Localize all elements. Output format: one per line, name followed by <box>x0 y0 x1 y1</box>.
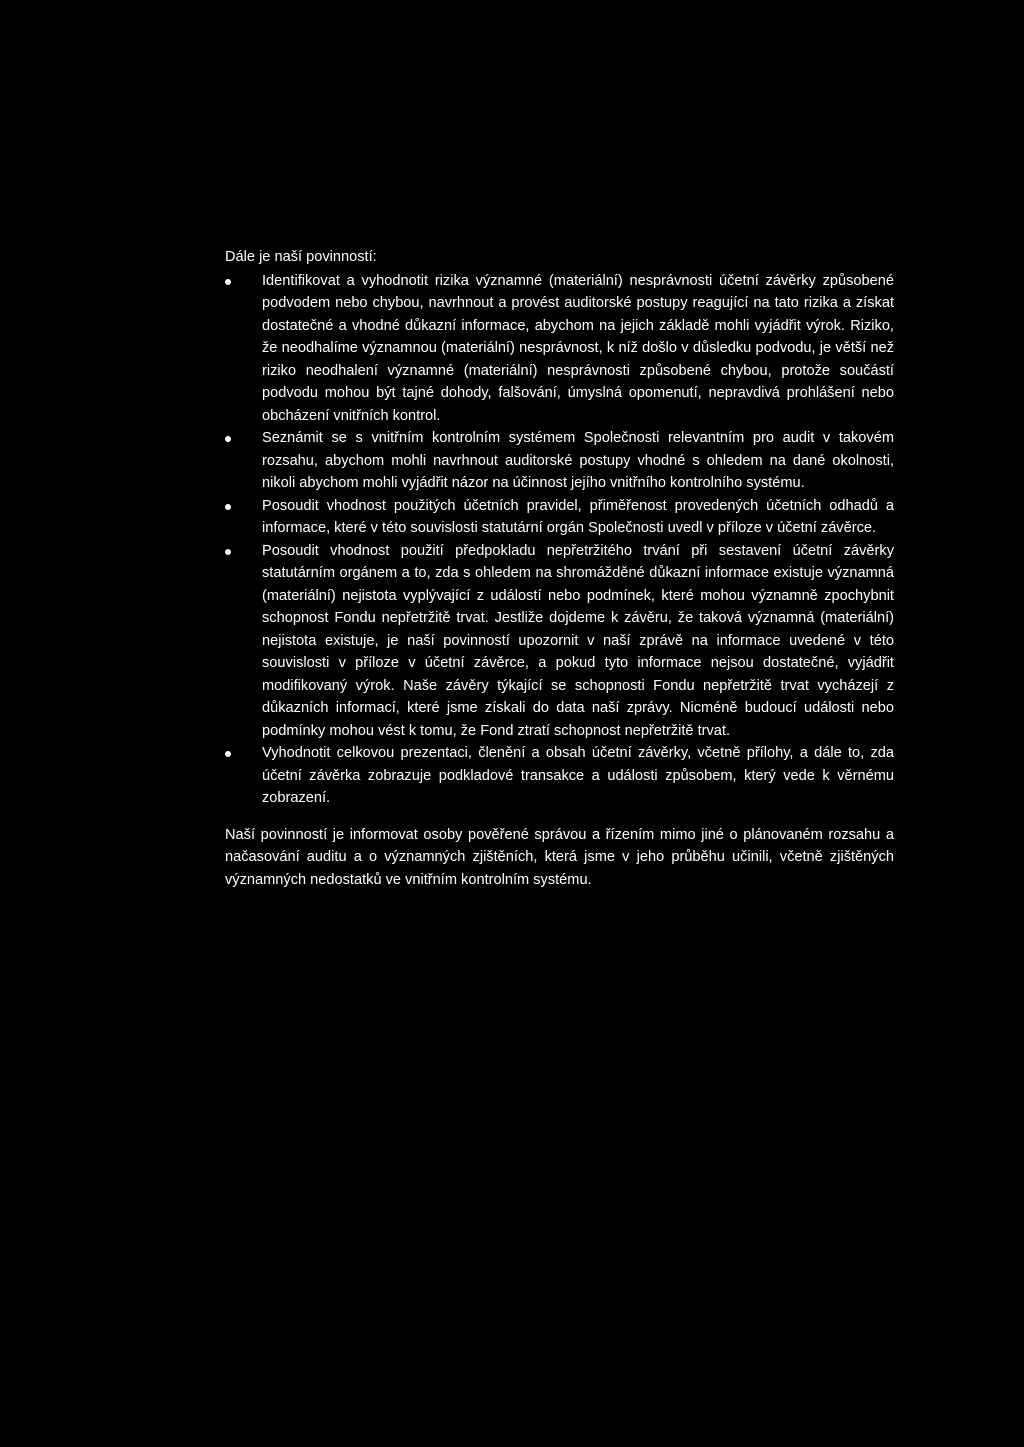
list-item-text: Seznámit se s vnitřním kontrolním systémem Společnosti relevantním pro audit v takovém rozsahu, abychom mohli navrhnout auditorské postupy vhodné s ohledem na dané okolnosti, nikoli abychom mohli vyjádřit názor na účinnost jejího vnitřního kontrolního systému. <box>262 430 894 491</box>
list-item <box>222 742 894 810</box>
list-item <box>222 270 894 428</box>
bullet-icon <box>225 436 231 442</box>
list-item-text: Posoudit vhodnost použitých účetních pravidel, přiměřenost provedených účetních odhadů a informace, které v této souvislosti statutární orgán Společnosti uvedl v příloze v účetní závěrce. <box>262 497 894 536</box>
bullet-icon <box>225 549 231 555</box>
bullet-icon <box>225 504 231 510</box>
document-body <box>222 246 894 891</box>
bullet-icon <box>225 751 231 757</box>
intro-text: Dále je naší povinností: <box>225 249 377 265</box>
closing-paragraph: Naší povinností je informovat osoby pověřené správou a řízením mimo jiné o plánovaném rozsahu a načasování auditu a o významných zjištěních, která jsme v jeho průběhu učinili, včetně zjištěných významných nedostatků ve vnitřním kontrolním systému. <box>225 826 894 888</box>
list-item <box>222 540 894 743</box>
bullet-icon <box>225 279 231 285</box>
list-item-text: Identifikovat a vyhodnotit rizika významné (materiální) nesprávnosti účetní závěrky způsobené podvodem nebo chybou, navrhnout a provést auditorské postupy reagující na tato rizika a získat dostatečné a vhodné důkazní informace, abychom na jejich základě mohli vyjádřit výrok. Riziko, že neodhalíme významnou (materiální) nesprávnost, k níž došlo v důsledku podvodu, je větší než riziko neodhalení významné (materiální) nesprávnosti způsobené chybou, protože součástí podvodu mohou být tajné dohody, falšování, úmyslná opomenutí, nepravdivá prohlášení nebo obcházení vnitřních kontrol. <box>262 272 894 424</box>
list-item <box>222 495 894 540</box>
responsibility-list <box>222 270 894 810</box>
list-item-text: Posoudit vhodnost použití předpokladu nepřetržitého trvání při sestavení účetní závěrky statutárním orgánem a to, zda s ohledem na shromážděné důkazní informace existuje významná (materiální) nejistota vyplývající z událostí nebo podmínek, které mohou významně zpochybnit schopnost Fondu nepřetržitě trvat. Jestliže dojdeme k závěru, že taková významná (materiální) nejistota existuje, je naší povinností upozornit v naší zprávě na informace uvedené v této souvislosti v příloze v účetní závěrce, a pokud tyto informace nejsou dostatečné, vyjádřit modifikovaný výrok. Naše závěry týkající se schopnosti Fondu nepřetržitě trvat vycházejí z důkazních informací, které jsme získali do data naší zprávy. Nicméně budoucí události nebo podmínky mohou vést k tomu, že Fond ztratí schopnost nepřetržitě trvat. <box>262 542 894 739</box>
list-item-text: Vyhodnotit celkovou prezentaci, členění a obsah účetní závěrky, včetně přílohy, a dále to, zda účetní závěrka zobrazuje podkladové transakce a události způsobem, který vede k věrnému zobrazení. <box>262 745 894 806</box>
list-item <box>222 427 894 495</box>
